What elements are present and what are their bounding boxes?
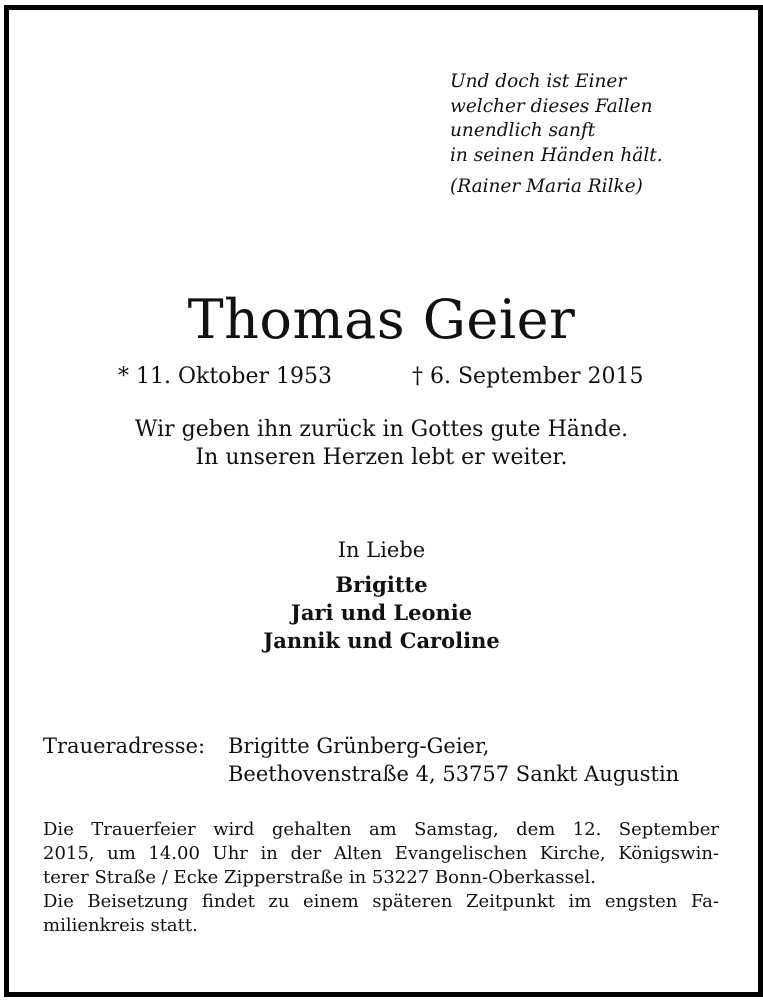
rilke-quote	[450, 70, 663, 200]
notice-line: Die Trauerfeier wird gehalten am Samstag, dem 12. September	[43, 819, 719, 840]
death-date: † 6. September 2015	[412, 364, 644, 389]
notice-line: terer Straße / Ecke Zipperstraße in 53227 Bonn-Oberkassel.	[43, 867, 596, 888]
mourner-name: Jannik und Caroline	[263, 628, 500, 653]
mourners-list	[0, 571, 763, 655]
address-line: Beethovenstraße 4, 53757 Sankt Augustin	[228, 762, 680, 786]
quote-author: (Rainer Maria Rilke)	[450, 176, 643, 197]
quote-line: Und doch ist Einer	[450, 71, 627, 92]
birth-date: * 11. Oktober 1953	[118, 364, 333, 389]
notice-line: milienkreis statt.	[43, 915, 198, 936]
address-label: Traueradresse:	[43, 734, 206, 758]
funeral-notice	[43, 818, 719, 938]
deceased-name: Thomas Geier	[187, 288, 576, 351]
address-line: Brigitte Grünberg-Geier,	[228, 734, 490, 758]
quote-line: in seinen Händen hält.	[450, 144, 663, 166]
quote-line: welcher dieses Fallen	[450, 95, 653, 117]
mourning-address	[228, 732, 679, 788]
motto-line: Wir geben ihn zurück in Gottes gute Hände.	[134, 417, 629, 442]
memorial-motto	[0, 416, 763, 472]
notice-line: 2015, um 14.00 Uhr in der Alten Evangelischen Kirche, Königswin-	[43, 843, 719, 864]
quote-line: unendlich sanft	[450, 120, 596, 141]
notice-line: Die Beisetzung findet zu einem späteren Zeitpunkt im engsten Fa-	[43, 891, 719, 912]
mourners-intro: In Liebe	[337, 538, 426, 562]
mourner-name: Brigitte	[335, 572, 428, 597]
mourner-name: Jari und Leonie	[290, 600, 473, 625]
motto-line: In unseren Herzen lebt er weiter.	[195, 445, 568, 470]
